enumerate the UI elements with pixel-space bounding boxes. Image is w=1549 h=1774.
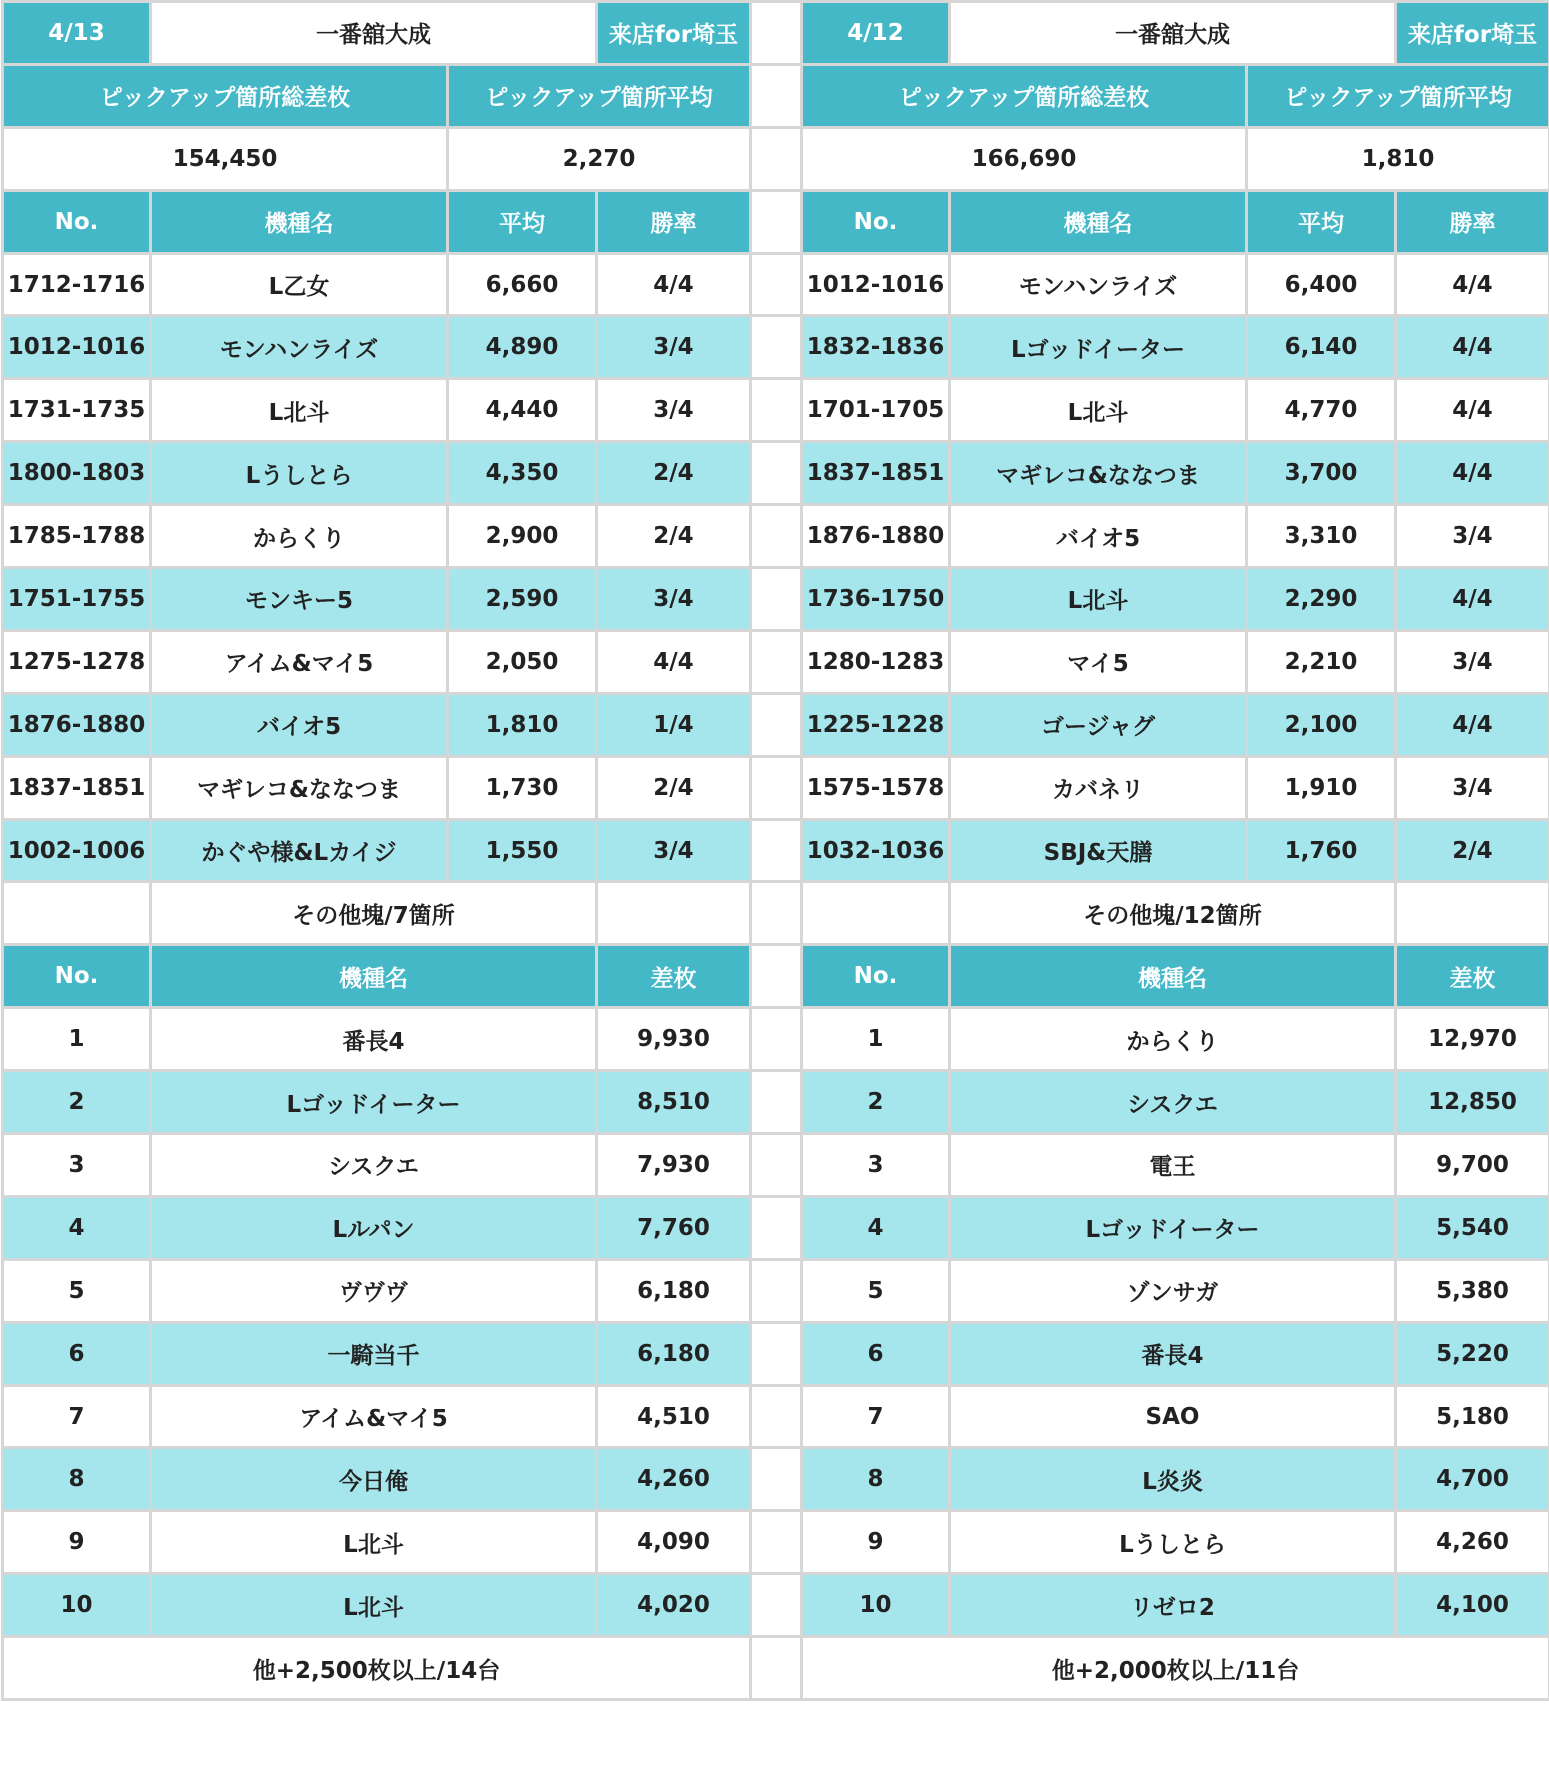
gutter-cell xyxy=(749,253,800,316)
gutter-cell xyxy=(749,442,800,505)
table-row xyxy=(802,1322,1549,1385)
machine-name: マイ5 xyxy=(950,630,1247,693)
average-diff: 3,700 xyxy=(1247,442,1396,505)
gutter-row xyxy=(749,945,800,1008)
win-rate: 2/4 xyxy=(597,505,751,568)
table-row xyxy=(3,1574,751,1637)
table-row xyxy=(3,1071,751,1134)
gutter-cell xyxy=(749,64,800,127)
rank-number: 1 xyxy=(802,1008,950,1071)
table-row xyxy=(3,253,751,316)
win-rate: 4/4 xyxy=(1396,379,1549,442)
rank-number: 7 xyxy=(3,1385,151,1448)
average-diff: 1,550 xyxy=(448,819,597,882)
rank-number: 9 xyxy=(802,1511,950,1574)
table-row xyxy=(802,1259,1549,1322)
gutter-row xyxy=(749,64,800,127)
machine-name: 番長4 xyxy=(950,1322,1396,1385)
average-diff: 3,310 xyxy=(1247,505,1396,568)
rank-number: 5 xyxy=(3,1259,151,1322)
machine-name: Lうしとら xyxy=(950,1511,1396,1574)
table-row xyxy=(3,1511,751,1574)
machine-number: 1837-1851 xyxy=(3,756,151,819)
machine-number: 1800-1803 xyxy=(3,442,151,505)
machine-name: 電王 xyxy=(950,1134,1396,1197)
table-row xyxy=(3,819,751,882)
machine-name: L乙女 xyxy=(151,253,448,316)
rank-number: 1 xyxy=(3,1008,151,1071)
col-header-win: 勝率 xyxy=(597,190,751,253)
other-blocks-label: その他塊/7箇所 xyxy=(151,882,597,945)
date-label: 4/12 xyxy=(802,2,950,65)
average-value: 2,270 xyxy=(448,127,751,190)
diff-coins: 4,020 xyxy=(597,1574,751,1637)
machine-name: アイム&マイ5 xyxy=(151,1385,597,1448)
diff-coins: 7,930 xyxy=(597,1134,751,1197)
table1-header-row xyxy=(3,190,751,253)
gutter-cell xyxy=(749,1511,800,1574)
win-rate: 4/4 xyxy=(1396,442,1549,505)
table-row xyxy=(802,442,1549,505)
diff-coins: 12,850 xyxy=(1396,1071,1549,1134)
gutter-cell xyxy=(749,190,800,253)
gutter-cell xyxy=(749,505,800,568)
average-diff: 1,760 xyxy=(1247,819,1396,882)
rank-number: 3 xyxy=(802,1134,950,1197)
gutter-cell xyxy=(749,127,800,190)
machine-number: 1785-1788 xyxy=(3,505,151,568)
col-header-avg: 平均 xyxy=(448,190,597,253)
machine-number: 1751-1755 xyxy=(3,568,151,631)
col-header-no: No. xyxy=(802,945,950,1008)
gutter-cell xyxy=(749,568,800,631)
gutter-row xyxy=(749,1385,800,1448)
gutter-row xyxy=(749,1574,800,1637)
gutter-row xyxy=(749,1322,800,1385)
win-rate: 4/4 xyxy=(1396,568,1549,631)
table-row xyxy=(3,693,751,756)
win-rate: 2/4 xyxy=(597,756,751,819)
table-row xyxy=(3,1385,751,1448)
average-diff: 1,910 xyxy=(1247,756,1396,819)
other-blocks-row xyxy=(802,882,1549,945)
win-rate: 2/4 xyxy=(597,442,751,505)
win-rate: 4/4 xyxy=(1396,316,1549,379)
blank-cell xyxy=(597,882,751,945)
store-name: 一番舘大成 xyxy=(151,2,597,65)
machine-number: 1012-1016 xyxy=(802,253,950,316)
machine-number: 1837-1851 xyxy=(802,442,950,505)
gutter-row xyxy=(749,505,800,568)
rank-number: 2 xyxy=(3,1071,151,1134)
machine-number: 1832-1836 xyxy=(802,316,950,379)
machine-name: L炎炎 xyxy=(950,1448,1396,1511)
machine-name: アイム&マイ5 xyxy=(151,630,448,693)
average-diff: 4,770 xyxy=(1247,379,1396,442)
diff-coins: 12,970 xyxy=(1396,1008,1549,1071)
machine-name: バイオ5 xyxy=(950,505,1247,568)
gutter-cell xyxy=(749,316,800,379)
table-row xyxy=(802,1071,1549,1134)
diff-coins: 8,510 xyxy=(597,1071,751,1134)
gutter-cell xyxy=(749,1196,800,1259)
total-diff-value: 166,690 xyxy=(802,127,1247,190)
panel-4-12 xyxy=(800,0,1549,1701)
gutter-cell xyxy=(749,1385,800,1448)
rank-number: 5 xyxy=(802,1259,950,1322)
gutter-row xyxy=(749,882,800,945)
machine-name: リゼロ2 xyxy=(950,1574,1396,1637)
machine-name: 番長4 xyxy=(151,1008,597,1071)
diff-coins: 4,100 xyxy=(1396,1574,1549,1637)
diff-coins: 5,380 xyxy=(1396,1259,1549,1322)
machine-name: 今日俺 xyxy=(151,1448,597,1511)
table-row xyxy=(3,1259,751,1322)
machine-number: 1012-1016 xyxy=(3,316,151,379)
gutter-cell xyxy=(749,819,800,882)
machine-name: モンキー5 xyxy=(151,568,448,631)
footer-note: 他+2,500枚以上/14台 xyxy=(3,1637,751,1700)
gutter-cell xyxy=(749,1134,800,1197)
footer-row xyxy=(802,1637,1549,1700)
machine-name: L北斗 xyxy=(950,379,1247,442)
machine-name: ヴヴヴ xyxy=(151,1259,597,1322)
machine-number: 1280-1283 xyxy=(802,630,950,693)
win-rate: 1/4 xyxy=(597,693,751,756)
gutter-row xyxy=(749,316,800,379)
other-blocks-label: その他塊/12箇所 xyxy=(950,882,1396,945)
col-header-win: 勝率 xyxy=(1396,190,1549,253)
table-row xyxy=(802,819,1549,882)
machine-name: Lゴッドイーター xyxy=(950,316,1247,379)
table-row xyxy=(3,1448,751,1511)
gutter-row xyxy=(749,693,800,756)
table-row xyxy=(802,1134,1549,1197)
win-rate: 3/4 xyxy=(597,819,751,882)
win-rate: 3/4 xyxy=(1396,630,1549,693)
machine-name: カバネリ xyxy=(950,756,1247,819)
table-row xyxy=(802,1385,1549,1448)
gutter-row xyxy=(749,756,800,819)
machine-name: Lゴッドイーター xyxy=(151,1071,597,1134)
col-header-name: 機種名 xyxy=(950,190,1247,253)
gutter-row xyxy=(749,379,800,442)
gutter-row xyxy=(749,1134,800,1197)
gutter-row xyxy=(749,1448,800,1511)
machine-name: からくり xyxy=(151,505,448,568)
summary-header-row xyxy=(3,64,751,127)
diff-coins: 4,260 xyxy=(597,1448,751,1511)
average-diff: 4,440 xyxy=(448,379,597,442)
table-row xyxy=(3,1134,751,1197)
gutter-row xyxy=(749,1637,800,1700)
average-diff: 2,050 xyxy=(448,630,597,693)
table-row xyxy=(3,1008,751,1071)
machine-number: 1876-1880 xyxy=(802,505,950,568)
col-header-name: 機種名 xyxy=(950,945,1396,1008)
average-diff: 4,890 xyxy=(448,316,597,379)
col-header-diff: 差枚 xyxy=(597,945,751,1008)
machine-number: 1701-1705 xyxy=(802,379,950,442)
average-label: ピックアップ箇所平均 xyxy=(448,64,751,127)
machine-name: モンハンライズ xyxy=(151,316,448,379)
gutter-cell xyxy=(749,1574,800,1637)
average-diff: 2,210 xyxy=(1247,630,1396,693)
win-rate: 4/4 xyxy=(597,253,751,316)
table-row xyxy=(802,630,1549,693)
gutter-row xyxy=(749,2,800,65)
rank-number: 4 xyxy=(3,1196,151,1259)
gutter-cell xyxy=(749,630,800,693)
rank-number: 9 xyxy=(3,1511,151,1574)
diff-coins: 9,700 xyxy=(1396,1134,1549,1197)
other-blocks-row xyxy=(3,882,751,945)
average-diff: 6,400 xyxy=(1247,253,1396,316)
gutter-cell xyxy=(749,1637,800,1700)
diff-coins: 4,260 xyxy=(1396,1511,1549,1574)
machine-name: L北斗 xyxy=(151,1574,597,1637)
gutter-row xyxy=(749,1008,800,1071)
col-header-name: 機種名 xyxy=(151,945,597,1008)
machine-number: 1002-1006 xyxy=(3,819,151,882)
machine-number: 1225-1228 xyxy=(802,693,950,756)
machine-name: 一騎当千 xyxy=(151,1322,597,1385)
blank-cell xyxy=(802,882,950,945)
event-label: 来店for埼玉 xyxy=(597,2,751,65)
blank-cell xyxy=(1396,882,1549,945)
machine-number: 1876-1880 xyxy=(3,693,151,756)
diff-coins: 5,220 xyxy=(1396,1322,1549,1385)
gutter-row xyxy=(749,630,800,693)
win-rate: 4/4 xyxy=(1396,693,1549,756)
average-diff: 2,590 xyxy=(448,568,597,631)
diff-coins: 6,180 xyxy=(597,1322,751,1385)
table-row xyxy=(802,253,1549,316)
col-header-no: No. xyxy=(3,190,151,253)
table1-header-row xyxy=(802,190,1549,253)
gutter-cell xyxy=(749,945,800,1008)
gutter-row xyxy=(749,1259,800,1322)
event-label: 来店for埼玉 xyxy=(1396,2,1549,65)
gutter-row xyxy=(749,1196,800,1259)
panel-4-13 xyxy=(1,0,752,1701)
rank-number: 8 xyxy=(802,1448,950,1511)
table-row xyxy=(802,505,1549,568)
rank-number: 6 xyxy=(3,1322,151,1385)
machine-name: マギレコ&ななつま xyxy=(950,442,1247,505)
machine-name: Lうしとら xyxy=(151,442,448,505)
win-rate: 3/4 xyxy=(1396,756,1549,819)
gutter-cell xyxy=(749,1448,800,1511)
rank-number: 8 xyxy=(3,1448,151,1511)
table2-header-row xyxy=(3,945,751,1008)
win-rate: 3/4 xyxy=(597,568,751,631)
machine-name: ゴージャグ xyxy=(950,693,1247,756)
summary-header-row xyxy=(802,64,1549,127)
gutter-row xyxy=(749,1071,800,1134)
machine-name: かぐや様&Lカイジ xyxy=(151,819,448,882)
diff-coins: 4,510 xyxy=(597,1385,751,1448)
machine-name: モンハンライズ xyxy=(950,253,1247,316)
table-row xyxy=(3,568,751,631)
title-row xyxy=(3,2,751,65)
col-header-avg: 平均 xyxy=(1247,190,1396,253)
average-diff: 1,730 xyxy=(448,756,597,819)
diff-coins: 7,760 xyxy=(597,1196,751,1259)
machine-number: 1712-1716 xyxy=(3,253,151,316)
machine-number: 1275-1278 xyxy=(3,630,151,693)
rank-number: 6 xyxy=(802,1322,950,1385)
gutter-cell xyxy=(749,1322,800,1385)
col-header-no: No. xyxy=(802,190,950,253)
average-diff: 2,290 xyxy=(1247,568,1396,631)
machine-name: Lゴッドイーター xyxy=(950,1196,1396,1259)
diff-coins: 5,180 xyxy=(1396,1385,1549,1448)
table-row xyxy=(802,693,1549,756)
machine-name: L北斗 xyxy=(950,568,1247,631)
machine-name: シスクエ xyxy=(950,1071,1396,1134)
gutter-row xyxy=(749,442,800,505)
rank-number: 3 xyxy=(3,1134,151,1197)
machine-name: L北斗 xyxy=(151,1511,597,1574)
table-row xyxy=(3,505,751,568)
gutter-row xyxy=(749,190,800,253)
rank-number: 10 xyxy=(3,1574,151,1637)
machine-name: からくり xyxy=(950,1008,1396,1071)
gutter-cell xyxy=(749,1259,800,1322)
average-diff: 4,350 xyxy=(448,442,597,505)
average-diff: 1,810 xyxy=(448,693,597,756)
table-row xyxy=(802,1196,1549,1259)
machine-name: SBJ&天膳 xyxy=(950,819,1247,882)
gutter-cell xyxy=(749,693,800,756)
machine-name: シスクエ xyxy=(151,1134,597,1197)
footer-row xyxy=(3,1637,751,1700)
machine-name: ゾンサガ xyxy=(950,1259,1396,1322)
summary-value-row xyxy=(3,127,751,190)
table-row xyxy=(3,442,751,505)
table2-header-row xyxy=(802,945,1549,1008)
table-row xyxy=(802,1008,1549,1071)
gutter-grid xyxy=(749,0,800,1701)
diff-coins: 5,540 xyxy=(1396,1196,1549,1259)
table-row xyxy=(3,379,751,442)
machine-number: 1032-1036 xyxy=(802,819,950,882)
machine-name: バイオ5 xyxy=(151,693,448,756)
gutter-cell xyxy=(749,882,800,945)
average-value: 1,810 xyxy=(1247,127,1549,190)
gutter-row xyxy=(749,568,800,631)
machine-name: L北斗 xyxy=(151,379,448,442)
title-row xyxy=(802,2,1549,65)
diff-coins: 9,930 xyxy=(597,1008,751,1071)
gutter-row xyxy=(749,253,800,316)
table-row xyxy=(3,1196,751,1259)
machine-number: 1575-1578 xyxy=(802,756,950,819)
diff-coins: 4,700 xyxy=(1396,1448,1549,1511)
gutter-row xyxy=(749,127,800,190)
rank-number: 7 xyxy=(802,1385,950,1448)
machine-name: マギレコ&ななつま xyxy=(151,756,448,819)
average-diff: 6,660 xyxy=(448,253,597,316)
gutter-row xyxy=(749,1511,800,1574)
table-row xyxy=(3,630,751,693)
win-rate: 4/4 xyxy=(1396,253,1549,316)
date-label: 4/13 xyxy=(3,2,151,65)
win-rate: 4/4 xyxy=(597,630,751,693)
rank-number: 4 xyxy=(802,1196,950,1259)
average-label: ピックアップ箇所平均 xyxy=(1247,64,1549,127)
table-row xyxy=(802,316,1549,379)
table-row xyxy=(802,568,1549,631)
win-rate: 2/4 xyxy=(1396,819,1549,882)
total-diff-label: ピックアップ箇所総差枚 xyxy=(802,64,1247,127)
table-row xyxy=(3,316,751,379)
summary-value-row xyxy=(802,127,1549,190)
average-diff: 2,100 xyxy=(1247,693,1396,756)
col-header-name: 機種名 xyxy=(151,190,448,253)
machine-name: SAO xyxy=(950,1385,1396,1448)
diff-coins: 6,180 xyxy=(597,1259,751,1322)
win-rate: 3/4 xyxy=(597,316,751,379)
gutter-cell xyxy=(749,2,800,65)
average-diff: 6,140 xyxy=(1247,316,1396,379)
table-row xyxy=(802,379,1549,442)
table-row xyxy=(802,1511,1549,1574)
gutter-cell xyxy=(749,1071,800,1134)
gutter-row xyxy=(749,819,800,882)
win-rate: 3/4 xyxy=(597,379,751,442)
gutter-cell xyxy=(749,1008,800,1071)
diff-coins: 4,090 xyxy=(597,1511,751,1574)
table-row xyxy=(3,1322,751,1385)
col-header-diff: 差枚 xyxy=(1396,945,1549,1008)
average-diff: 2,900 xyxy=(448,505,597,568)
table-row xyxy=(3,756,751,819)
machine-name: Lルパン xyxy=(151,1196,597,1259)
total-diff-value: 154,450 xyxy=(3,127,448,190)
blank-cell xyxy=(3,882,151,945)
win-rate: 3/4 xyxy=(1396,505,1549,568)
gutter-cell xyxy=(749,379,800,442)
table-row xyxy=(802,1574,1549,1637)
col-header-no: No. xyxy=(3,945,151,1008)
rank-number: 10 xyxy=(802,1574,950,1637)
machine-number: 1731-1735 xyxy=(3,379,151,442)
total-diff-label: ピックアップ箇所総差枚 xyxy=(3,64,448,127)
footer-note: 他+2,000枚以上/11台 xyxy=(802,1637,1549,1700)
machine-number: 1736-1750 xyxy=(802,568,950,631)
store-name: 一番舘大成 xyxy=(950,2,1396,65)
rank-number: 2 xyxy=(802,1071,950,1134)
table-row xyxy=(802,1448,1549,1511)
table-row xyxy=(802,756,1549,819)
gutter-cell xyxy=(749,756,800,819)
